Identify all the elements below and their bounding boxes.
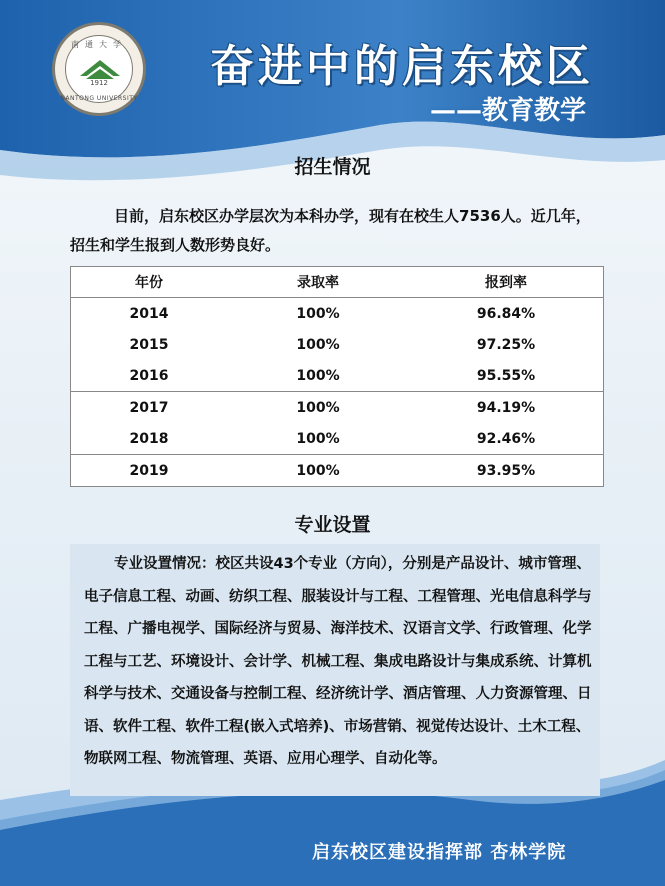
table-row	[71, 423, 604, 455]
column-header-year: 年份	[71, 267, 228, 298]
enrollment-intro	[70, 202, 600, 260]
column-header-report-rate: 报到率	[409, 267, 604, 298]
table-row	[71, 298, 604, 330]
enrollment-intro-text: 目前，启东校区办学层次为本科办学，现有在校生人7536人。近几年，招生和学生报到人数形势良好。	[70, 207, 591, 254]
cell-report-rate: 94.19%	[409, 392, 604, 424]
cell-year: 2018	[129, 430, 169, 447]
cell-year: 2015	[129, 336, 169, 353]
cell-admission-rate: 100%	[227, 392, 409, 424]
table-row	[71, 360, 604, 392]
cell-year: 2014	[129, 305, 169, 322]
enrollment-heading: 招生情况	[294, 156, 371, 178]
cell-year: 2017	[71, 392, 228, 424]
cell-admission-rate: 100%	[296, 336, 340, 353]
cell-year: 2019	[71, 455, 228, 487]
cell-report-rate: 96.84%	[476, 305, 536, 322]
majors-heading: 专业设置	[294, 514, 371, 536]
page-subtitle: ——教育教学	[430, 96, 587, 126]
majors-description	[84, 548, 594, 776]
logo-top-text: 南通大学	[71, 40, 127, 49]
cell-admission-rate: 100%	[296, 305, 340, 322]
university-logo	[52, 22, 146, 116]
enrollment-table	[70, 266, 604, 487]
cell-year: 2016	[129, 367, 169, 384]
table-row	[71, 392, 604, 424]
logo-year: 1912	[90, 79, 108, 87]
column-header-admission-rate: 录取率	[227, 267, 409, 298]
table-row	[71, 455, 604, 487]
footer-text: 启东校区建设指挥部 杏林学院	[312, 842, 567, 863]
cell-admission-rate: 100%	[296, 430, 340, 447]
cell-report-rate: 97.25%	[476, 336, 536, 353]
logo-name: NANTONG UNIVERSITY	[60, 95, 138, 102]
cell-admission-rate: 100%	[227, 455, 409, 487]
table-row	[71, 329, 604, 360]
majors-description-text: 专业设置情况：校区共设43个专业（方向），分别是产品设计、城市管理、电子信息工程、动画、纺织工程、服装设计与工程、工程管理、光电信息科学与工程、广播电视学、国际经济与贸易、海洋技术、汉语言文学、行政管理、化学工程与工艺、环境设计、会计学、机械工程、集成电路设计与集成系统、计算机科学与技术、交通设备与控制工程、经济统计学、酒店管理、人力资源管理、日语、软件工程、软件工程(嵌入式培养)、市场营销、视觉传达设计、土木工程、物联网工程、物流管理、英语、应用心理学、自动化等。	[84, 556, 592, 767]
cell-report-rate: 95.55%	[476, 367, 536, 384]
cell-admission-rate: 100%	[296, 367, 340, 384]
cell-report-rate: 92.46%	[476, 430, 536, 447]
cell-report-rate: 93.95%	[409, 455, 604, 487]
table-header-row	[71, 267, 604, 298]
page-title: 奋进中的启东校区	[210, 41, 594, 92]
